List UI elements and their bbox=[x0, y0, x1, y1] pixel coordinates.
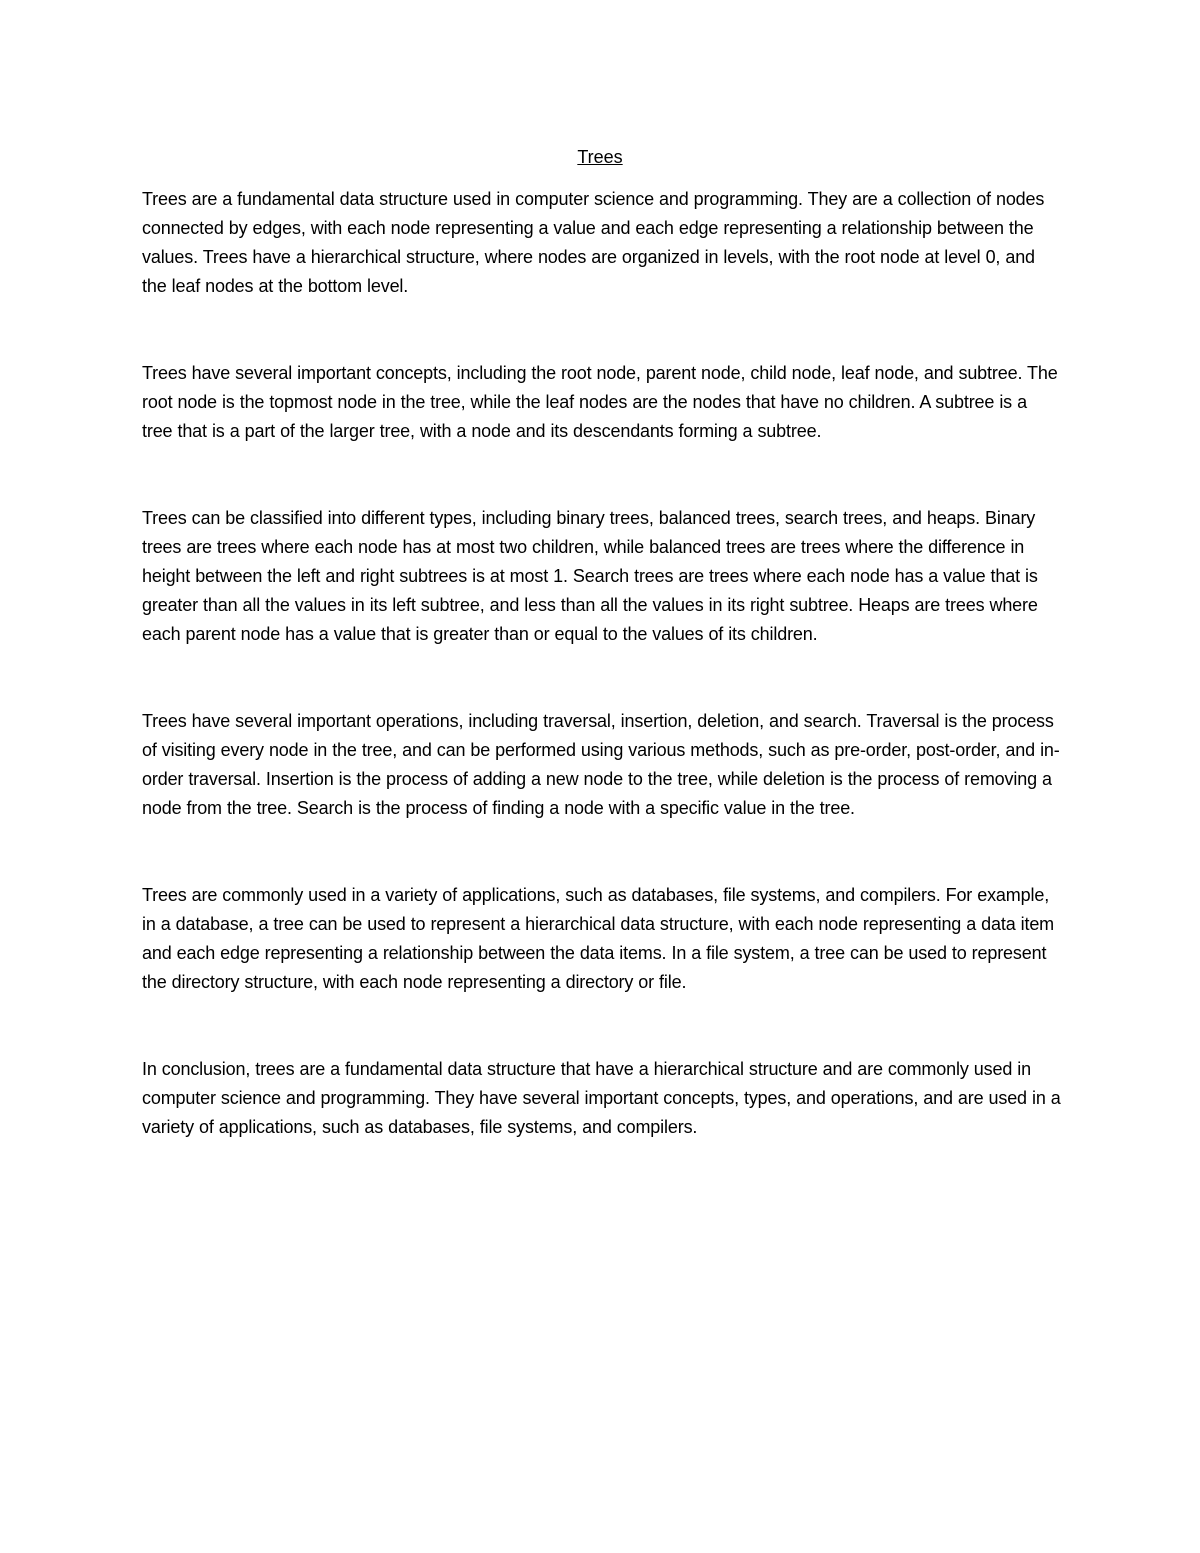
document-body bbox=[142, 185, 1062, 1200]
paragraph-types: Trees can be classified into different types, including binary trees, balanced trees, search trees, and heaps. Binary trees are trees where each node has at most two children, while balanced trees are trees where the difference in height between the left and right subtrees is at most 1. Search trees are trees where each node has a value that is greater than all the values in its left subtree, and less than all the values in its right subtree. Heaps are trees where each parent node has a value that is greater than or equal to the values of its children. bbox=[142, 508, 1038, 644]
paragraph-conclusion: In conclusion, trees are a fundamental data structure that have a hierarchical structure and are commonly used in computer science and programming. They have several important concepts, types, and operations, and are used in a variety of applications, such as databases, file systems, and compilers. bbox=[142, 1059, 1061, 1137]
paragraph-applications: Trees are commonly used in a variety of applications, such as databases, file systems, and compilers. For example, in a database, a tree can be used to represent a hierarchical data structure, with each node representing a data item and each edge representing a relationship between the data items. In a file system, a tree can be used to represent the directory structure, with each node representing a directory or file. bbox=[142, 885, 1055, 992]
paragraph-concepts: Trees have several important concepts, including the root node, parent node, child node, leaf node, and subtree. The root node is the topmost node in the tree, while the leaf nodes are the nodes that have no children. A subtree is a tree that is a part of the larger tree, with a node and its descendants forming a subtree. bbox=[142, 363, 1058, 441]
paragraph-introduction: Trees are a fundamental data structure used in computer science and programming. They are a collection of nodes connected by edges, with each node representing a value and each edge representing a relationship between the values. Trees have a hierarchical structure, where nodes are organized in levels, with the root node at level 0, and the leaf nodes at the bottom level. bbox=[142, 189, 1045, 296]
paragraph-operations: Trees have several important operations, including traversal, insertion, deletion, and search. Traversal is the process of visiting every node in the tree, and can be performed using various methods, such as pre-order, post-order, and in-order traversal. Insertion is the process of adding a new node to the tree, while deletion is the process of removing a node from the tree. Search is the process of finding a node with a specific value in the tree. bbox=[142, 711, 1060, 818]
page-title: Trees bbox=[577, 147, 623, 167]
